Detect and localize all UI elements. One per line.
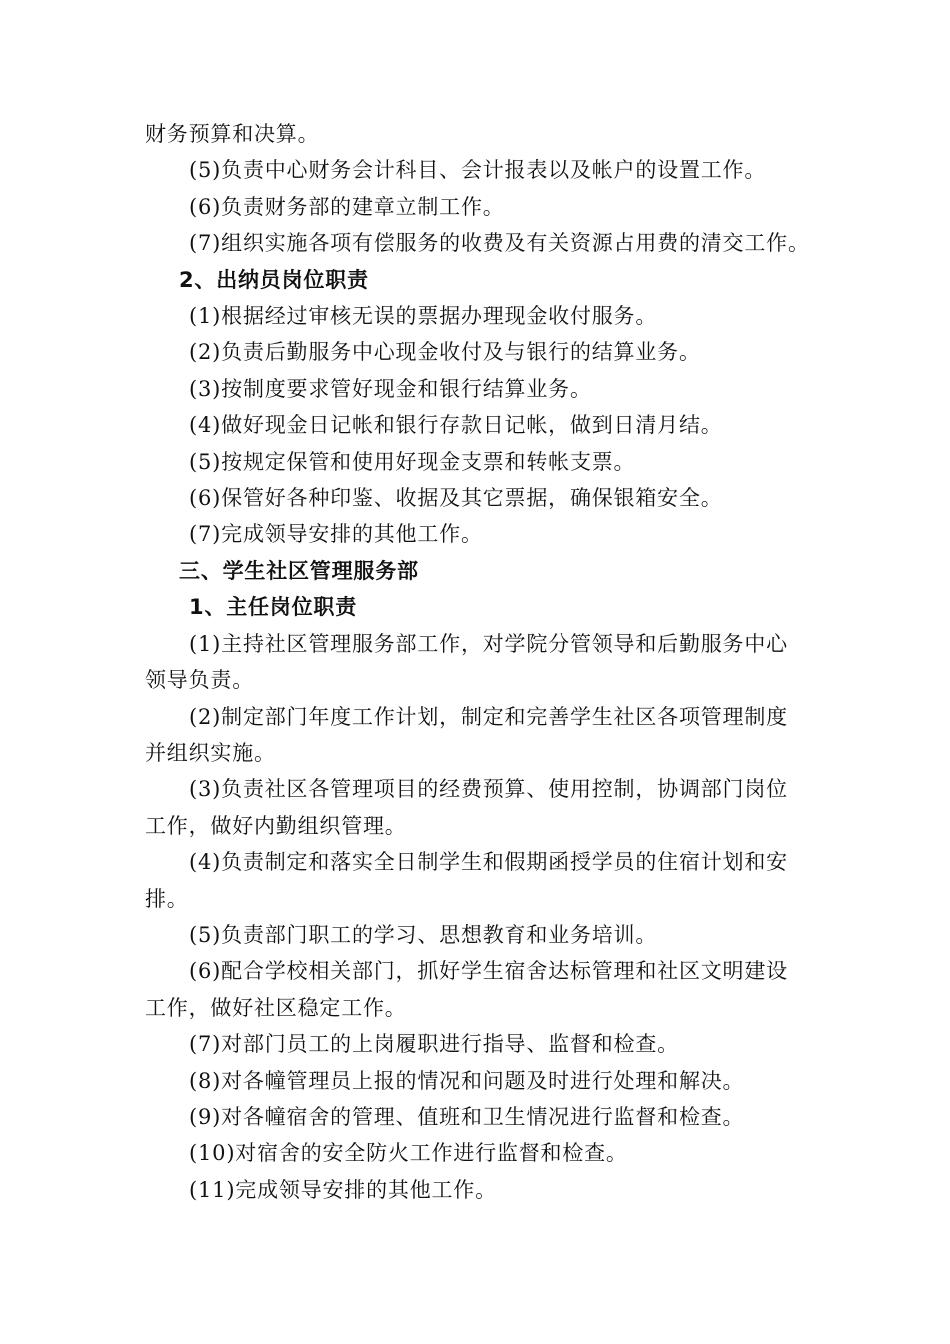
list-item: (4)负责制定和落实全日制学生和假期函授学员的住宿计划和安 xyxy=(189,850,788,875)
section-heading: 2、出纳员岗位职责 xyxy=(179,267,369,292)
list-item: (6)负责财务部的建章立制工作。 xyxy=(189,194,505,219)
list-item: (7)组织实施各项有偿服务的收费及有关资源占用费的清交工作。 xyxy=(189,231,810,256)
list-item: (5)负责中心财务会计科目、会计报表以及帐户的设置工作。 xyxy=(189,158,767,183)
list-item: (1)根据经过审核无误的票据办理现金收付服务。 xyxy=(189,304,658,329)
list-item: (7)对部门员工的上岗履职进行指导、监督和检查。 xyxy=(189,1032,679,1057)
list-item: (2)制定部门年度工作计划，制定和完善学生社区各项管理制度 xyxy=(189,704,788,729)
list-item-continuation: 领导负责。 xyxy=(145,668,254,693)
section-heading: 三、学生社区管理服务部 xyxy=(179,558,419,583)
list-item: (10)对宿舍的安全防火工作进行监督和检查。 xyxy=(189,1141,628,1166)
list-item: (3)负责社区各管理项目的经费预算、使用控制，协调部门岗位 xyxy=(189,777,788,802)
list-item: (11)完成领导安排的其他工作。 xyxy=(189,1177,497,1202)
subsection-heading: 1、主任岗位职责 xyxy=(189,595,358,620)
list-item: (5)按规定保管和使用好现金支票和转帐支票。 xyxy=(189,449,636,474)
paragraph-continuation: 财务预算和决算。 xyxy=(145,122,320,146)
list-item: (1)主持社区管理服务部工作，对学院分管领导和后勤服务中心 xyxy=(189,631,788,656)
list-item-continuation: 并组织实施。 xyxy=(145,740,276,765)
list-item: (4)做好现金日记帐和银行存款日记帐，做到日清月结。 xyxy=(189,413,723,438)
list-item: (2)负责后勤服务中心现金收付及与银行的结算业务。 xyxy=(189,340,701,365)
list-item: (9)对各幢宿舍的管理、值班和卫生情况进行监督和检查。 xyxy=(189,1104,745,1129)
list-item-continuation: 工作，做好社区稳定工作。 xyxy=(145,995,407,1020)
list-item: (7)完成领导安排的其他工作。 xyxy=(189,522,483,547)
list-item: (6)保管好各种印鉴、收据及其它票据，确保银箱安全。 xyxy=(189,486,723,511)
list-item-continuation: 工作，做好内勤组织管理。 xyxy=(145,813,407,838)
list-item: (3)按制度要求管好现金和银行结算业务。 xyxy=(189,376,592,401)
list-item: (6)配合学校相关部门，抓好学生宿舍达标管理和社区文明建设 xyxy=(189,959,788,984)
list-item: (8)对各幢管理员上报的情况和问题及时进行处理和解决。 xyxy=(189,1068,745,1093)
list-item-continuation: 排。 xyxy=(145,886,189,911)
document-body xyxy=(145,116,815,1208)
list-item: (5)负责部门职工的学习、思想教育和业务培训。 xyxy=(189,922,658,947)
